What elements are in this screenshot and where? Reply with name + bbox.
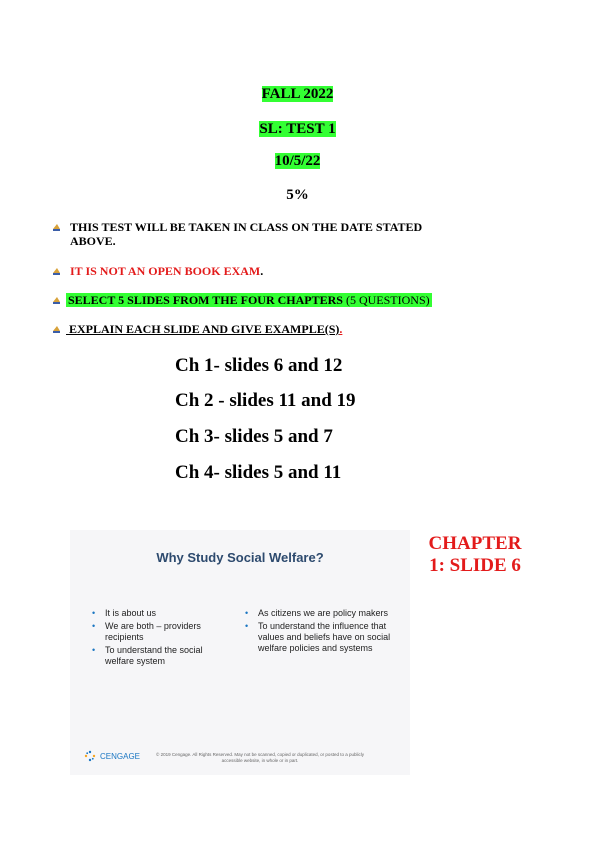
chapter-line: Ch 3- slides 5 and 7 (175, 426, 333, 447)
term-heading (0, 86, 595, 103)
bullet-highlight (66, 293, 432, 307)
date-text: 10/5/22 (274, 153, 321, 169)
bullet-suffix: . (339, 322, 343, 336)
chapter-label-line1: CHAPTER (428, 533, 522, 554)
bullet-text-bold: SELECT 5 SLIDES FROM THE FOUR CHAPTERS (68, 293, 343, 307)
chapter-slide-label (420, 533, 530, 577)
chapter-line: Ch 1- slides 6 and 12 (175, 355, 343, 376)
chapter-label-line2: 1: SLIDE 6 (429, 555, 521, 576)
list-item: • It is about us (92, 608, 157, 618)
bullet-dot-icon: • (92, 645, 96, 655)
bullet-item (52, 322, 512, 338)
term-text: FALL 2022 (261, 86, 334, 102)
arrow-bullet-icon (52, 266, 61, 276)
arrow-bullet-icon (52, 324, 61, 334)
date-heading (0, 153, 595, 170)
slide-image (70, 530, 410, 775)
bullet-item (52, 264, 512, 280)
slide-right-column (245, 608, 395, 656)
bullet-item (52, 220, 512, 250)
list-item: • To understand the influence that values and beliefs have on social welfare policies and systems (245, 621, 391, 653)
bullet-text: THIS TEST WILL BE TAKEN IN CLASS ON THE DATE STATED (70, 220, 423, 234)
bullet-dot-icon: • (245, 621, 249, 631)
bullet-suffix: . (260, 264, 264, 278)
list-item: • As citizens we are policy makers (245, 608, 389, 618)
copyright-notice: © 2019 Cengage. All Rights Reserved. May not be scanned, copied or duplicated, or posted to a publicly accessible website, in whole or in part. (156, 752, 364, 763)
list-item: • To understand the social welfare system (92, 645, 203, 666)
chapter-line: Ch 2 - slides 11 and 19 (175, 390, 356, 411)
bullet-text-continued: ABOVE. (70, 234, 116, 248)
cengage-logo-text: CENGAGE (100, 752, 141, 761)
arrow-bullet-icon (52, 222, 61, 232)
bullet-item (52, 293, 512, 309)
cengage-logo-icon (84, 750, 96, 762)
test-heading (0, 121, 595, 138)
test-text: SL: TEST 1 (259, 121, 336, 137)
arrow-bullet-icon (52, 295, 61, 305)
weight-heading: 5% (286, 187, 309, 203)
bullet-dot-icon: • (245, 608, 249, 618)
slide-left-column (92, 608, 227, 669)
list-item: • We are both – providers recipients (92, 621, 201, 642)
bullet-text-red: IT IS NOT AN OPEN BOOK EXAM (70, 264, 261, 278)
bullet-dot-icon: • (92, 608, 96, 618)
bullet-text-underlined: EXPLAIN EACH SLIDE AND GIVE EXAMPLE(S) (69, 322, 340, 336)
bullet-text-normal: (5 QUESTIONS) (342, 293, 430, 307)
slide-title: Why Study Social Welfare? (156, 550, 324, 565)
chapter-line: Ch 4- slides 5 and 11 (175, 462, 342, 483)
bullet-dot-icon: • (92, 621, 96, 631)
